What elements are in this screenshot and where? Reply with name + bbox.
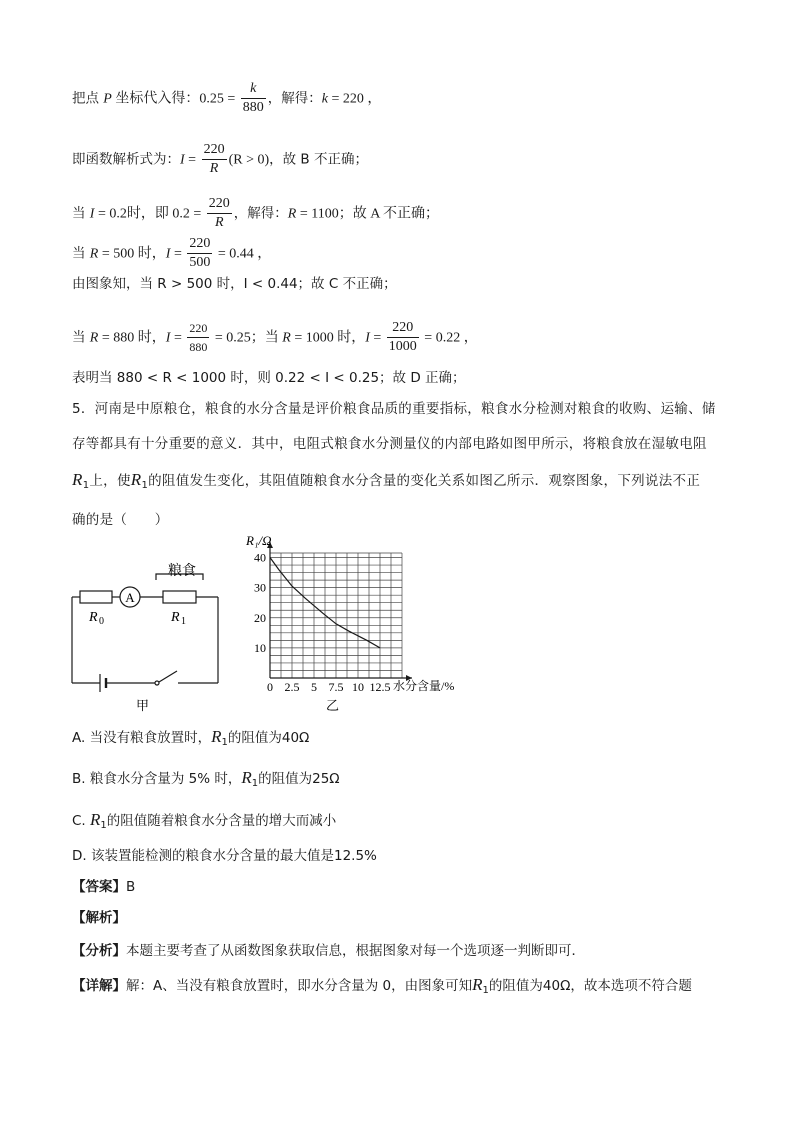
resistance-chart bbox=[240, 528, 480, 718]
solution-line-5: 由图象知，当 R > 500 时，I < 0.44；故 C 不正确； bbox=[72, 276, 397, 292]
solution-line-1: 把点 P 坐标代入得：0.25 = $\frac{k}{880}$ ，解得：k = 220 ， bbox=[72, 81, 382, 115]
solution-line-2: 即函数解析式为：I = $\frac{220}{R}$ (R > 0)，故 B 不正确； bbox=[72, 142, 368, 176]
x-tick-label: 2.5 bbox=[284, 680, 300, 694]
answer-line bbox=[72, 877, 135, 897]
option-a: A. 当没有粮食放置时，$R_1$的阻值为40Ω bbox=[72, 727, 310, 748]
x-tick-label: 5 bbox=[311, 680, 317, 694]
chart-ticks bbox=[254, 551, 391, 694]
grain-label: 粮食 bbox=[168, 564, 196, 579]
question-5 bbox=[72, 392, 722, 538]
chart-xlabel: 水分含量/% bbox=[393, 679, 455, 693]
option-d: D. 该装置能检测的粮食水分含量的最大值是12.5% bbox=[72, 848, 377, 864]
xiangjie-line: 【详解】解：A、当没有粮食放置时，即水分含量为 0，由图象可知$R_1$的阻值为40Ω，故本选项不符合题 bbox=[72, 975, 692, 996]
question-line-1: 5．河南是中原粮仓，粮食的水分含量是评价粮食品质的重要指标，粮食水分检测对粮食的收购、运输、储 bbox=[72, 401, 716, 417]
x-tick-label: 12.5 bbox=[369, 680, 391, 694]
switch-blade bbox=[159, 671, 177, 682]
question-line-3: $R_1$上，使$R_1$的阻值发生变化，其阻值随粮食水分含量的变化关系如图乙所示．观察图象，下列说法不正 bbox=[72, 470, 701, 491]
circuit-diagram bbox=[60, 560, 230, 715]
ammeter-label: A bbox=[125, 590, 135, 605]
x-tick-label: 0 bbox=[267, 680, 273, 694]
r0-label: R bbox=[89, 610, 98, 625]
r0-sub: 0 bbox=[99, 616, 104, 627]
r1-label: R bbox=[171, 610, 180, 625]
solution-line-3: 当 I = 0.2时，即 0.2 = $\frac{220}{R}$ ，解得：R = 1100；故 A 不正确； bbox=[72, 196, 440, 230]
analysis-heading: 【解析】 bbox=[72, 910, 126, 926]
fenxi-line: 【分析】本题主要考查了从函数图象获取信息，根据图象对每一个选项逐一判断即可． bbox=[72, 943, 585, 959]
y-tick-label: 30 bbox=[254, 580, 266, 595]
chart-caption: 乙 bbox=[326, 698, 340, 713]
solution-line-4: 当 R = 500 时，I = $\frac{220}{500}$ = 0.44 ， bbox=[72, 236, 272, 270]
chart-grid bbox=[270, 553, 402, 678]
option-b: B. 粮食水分含量为 5% 时，$R_1$的阻值为25Ω bbox=[72, 768, 340, 789]
answer-label: 【答案】 bbox=[72, 879, 126, 895]
circuit-caption: 甲 bbox=[136, 698, 150, 713]
solution-line-6: 当 R = 880 时，I = $\frac{220}{880}$ = 0.25；当 R = 1000 时，I = $\frac{220}{1000}$ = 0.22 ， bbox=[72, 320, 478, 354]
chart-ylabel: R₁/Ω bbox=[246, 533, 272, 548]
x-tick-label: 10 bbox=[352, 680, 364, 694]
answer-value: B bbox=[126, 879, 136, 895]
r1-sub: 1 bbox=[181, 616, 186, 627]
x-tick-label: 7.5 bbox=[328, 680, 344, 694]
option-c: C. $R_1$的阻值随着粮食水分含量的增大而减小 bbox=[72, 810, 337, 831]
solution-line-7: 表明当 880 < R < 1000 时，则 0.22 < I < 0.25；故 D 正确； bbox=[72, 370, 466, 386]
y-tick-label: 20 bbox=[254, 610, 266, 625]
resistor-r1 bbox=[163, 591, 196, 603]
question-line-2: 存等都具有十分重要的意义．其中，电阻式粮食水分测量仪的内部电路如图甲所示，将粮食放在湿敏电阻 bbox=[72, 436, 707, 452]
chart-axes bbox=[267, 542, 412, 681]
y-tick-label: 10 bbox=[254, 640, 266, 655]
y-tick-label: 40 bbox=[254, 550, 266, 565]
resistor-r0 bbox=[80, 591, 112, 603]
question-line-4: 确的是（ ） bbox=[72, 512, 169, 528]
